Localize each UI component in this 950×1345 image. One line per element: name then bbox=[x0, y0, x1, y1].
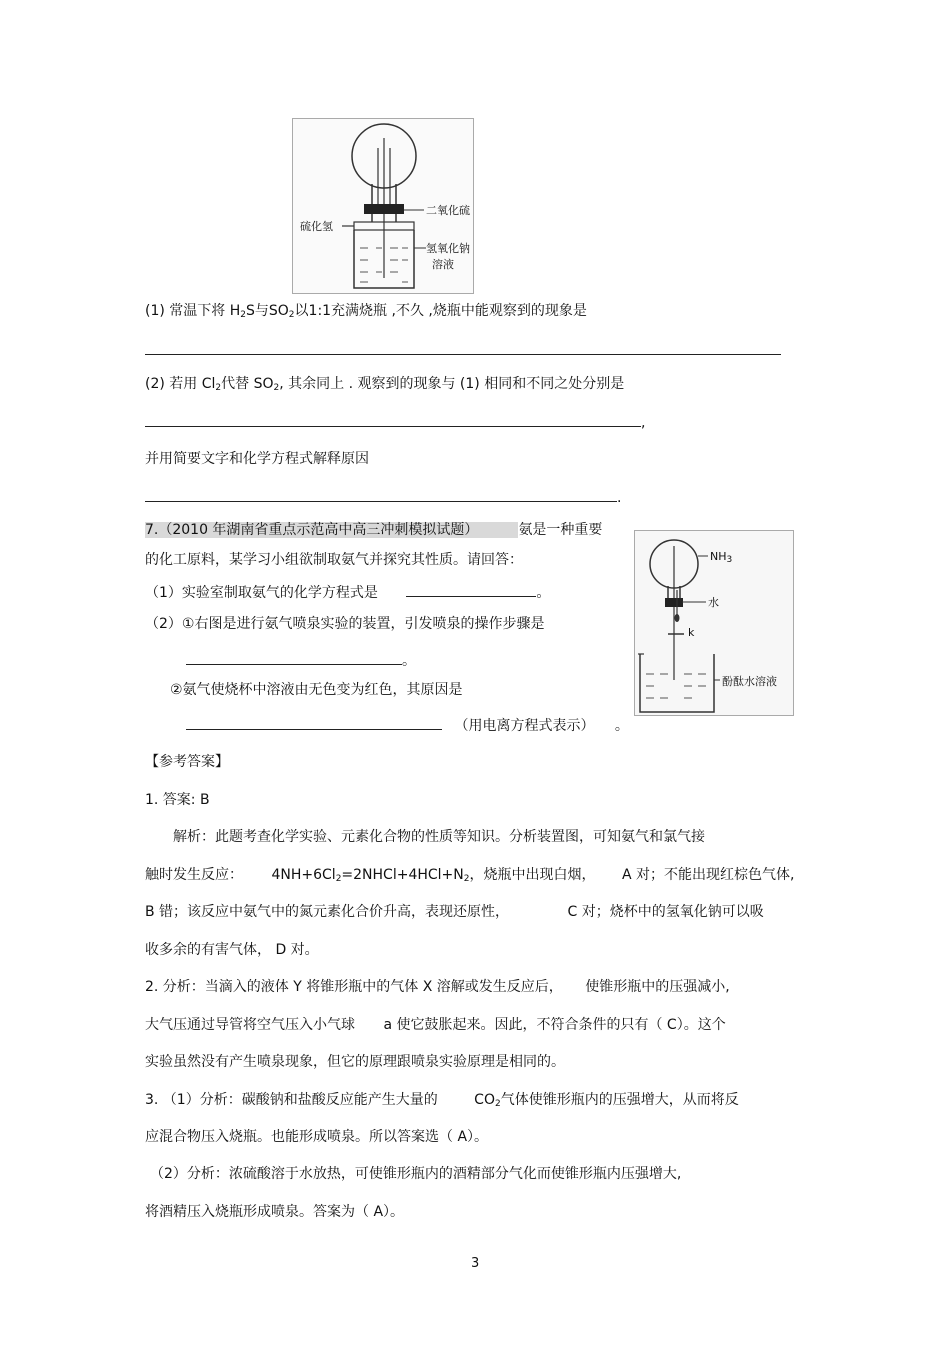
answer-blank-4[interactable] bbox=[406, 582, 536, 597]
q7-intro: 的化工原料，某学习小组欲制取氨气并探究其性质。请回答： bbox=[145, 552, 523, 568]
label-k: k bbox=[688, 626, 695, 639]
answer-2-line-3: 实验虽然没有产生喷泉现象，但它的原理跟喷泉实验原理是相同的。 bbox=[145, 1054, 565, 1070]
label-nh3: $NH_3$ bbox=[710, 550, 733, 565]
answers-heading: 【参考答案】 bbox=[145, 754, 229, 770]
q7-heading: 7.（2010 年湖南省重点示范高中高三冲刺模拟试题） 氨是一种重要 bbox=[145, 522, 603, 538]
answer-1-exp-3: B 错；该反应中氨气中的氮元素化合价升高，表现还原性， C 对；烧杯中的氢氧化钠可以吸 bbox=[145, 904, 764, 920]
answer-3-line-3: （2）分析：浓硫酸溶于水放热，可使锥形瓶内的酒精部分气化而使锥形瓶内压强增大, bbox=[150, 1166, 682, 1182]
q7-sub2-blank: 。 bbox=[186, 650, 416, 671]
q7-sub1: （1）实验室制取氨气的化学方程式是 。 bbox=[145, 582, 550, 603]
answer-1-exp-2: 触时发生反应： $4NH+6Cl_2=2NHCl+4HCl+N_2$，烧瓶中出现白烟， A 对；不能出现红棕色气体, bbox=[145, 867, 795, 884]
ammonia-fountain-figure bbox=[634, 530, 794, 716]
answer-3-line-2: 应混合物压入烧瓶。也能形成喷泉。所以答案选（ A）。 bbox=[145, 1129, 489, 1145]
label-phenolphthalein: 酚酞水溶液 bbox=[722, 675, 777, 688]
answer-2-line-2: 大气压通过导管将空气压入小气球 a 使它鼓胀起来。因此，不符合条件的只有（ C）。这个 bbox=[145, 1017, 726, 1033]
label-naoh: 氢氧化钠 bbox=[426, 242, 470, 255]
label-so2: 二氧化硫 bbox=[426, 204, 470, 217]
answer-3-line-4: 将酒精压入烧瓶形成喷泉。答案为（ A）。 bbox=[145, 1204, 405, 1220]
label-water: 水 bbox=[708, 596, 719, 609]
answer-2-line-1: 2. 分析：当滴入的液体 Y 将锥形瓶中的气体 X 溶解或发生反应后， 使锥形瓶中的压强减小, bbox=[145, 979, 730, 995]
answer-blank-5[interactable] bbox=[186, 650, 402, 665]
q7-sub2: （2）①右图是进行氨气喷泉实验的装置，引发喷泉的操作步骤是 bbox=[145, 616, 545, 632]
answer-1-exp-1: 解析：此题考查化学实验、元素化合物的性质等知识。分析装置图，可知氨气和氯气接 bbox=[173, 829, 705, 845]
flask-apparatus-figure bbox=[292, 118, 474, 294]
answer-1-exp-4: 收多余的有害气体， D 对。 bbox=[145, 942, 319, 958]
q6-part3: 并用简要文字和化学方程式解释原因 bbox=[145, 451, 369, 467]
answer-blank-3[interactable]: . bbox=[145, 487, 621, 508]
answer-3-line-1: 3. （1）分析：碳酸钠和盐酸反应能产生大量的 $CO_2$气体使锥形瓶内的压强增大，从而将反 bbox=[145, 1092, 739, 1109]
q7-sub3-blank: （用电离方程式表示） 。 bbox=[186, 715, 629, 736]
page-number: 3 bbox=[471, 1256, 480, 1271]
answer-blank-6[interactable] bbox=[186, 715, 442, 730]
answer-blank-1[interactable] bbox=[145, 340, 781, 361]
answer-1: 1. 答案: B bbox=[145, 792, 210, 808]
q6-part2: (2) 若用 $Cl_2$代替 $SO_2$, 其余同上 . 观察到的现象与 (1) 相同和不同之处分别是 bbox=[145, 376, 625, 393]
label-h2s: 硫化氢 bbox=[300, 220, 333, 233]
answer-blank-2[interactable]: , bbox=[145, 412, 645, 433]
q7-sub3: ②氨气使烧杯中溶液由无色变为红色，其原因是 bbox=[170, 682, 463, 698]
q6-part1: (1) 常温下将 $H_2S$与$SO_2$以1:1充满烧瓶 ,不久 ,烧瓶中能观察到的现象是 bbox=[145, 303, 587, 320]
label-solution: 溶液 bbox=[432, 258, 454, 271]
